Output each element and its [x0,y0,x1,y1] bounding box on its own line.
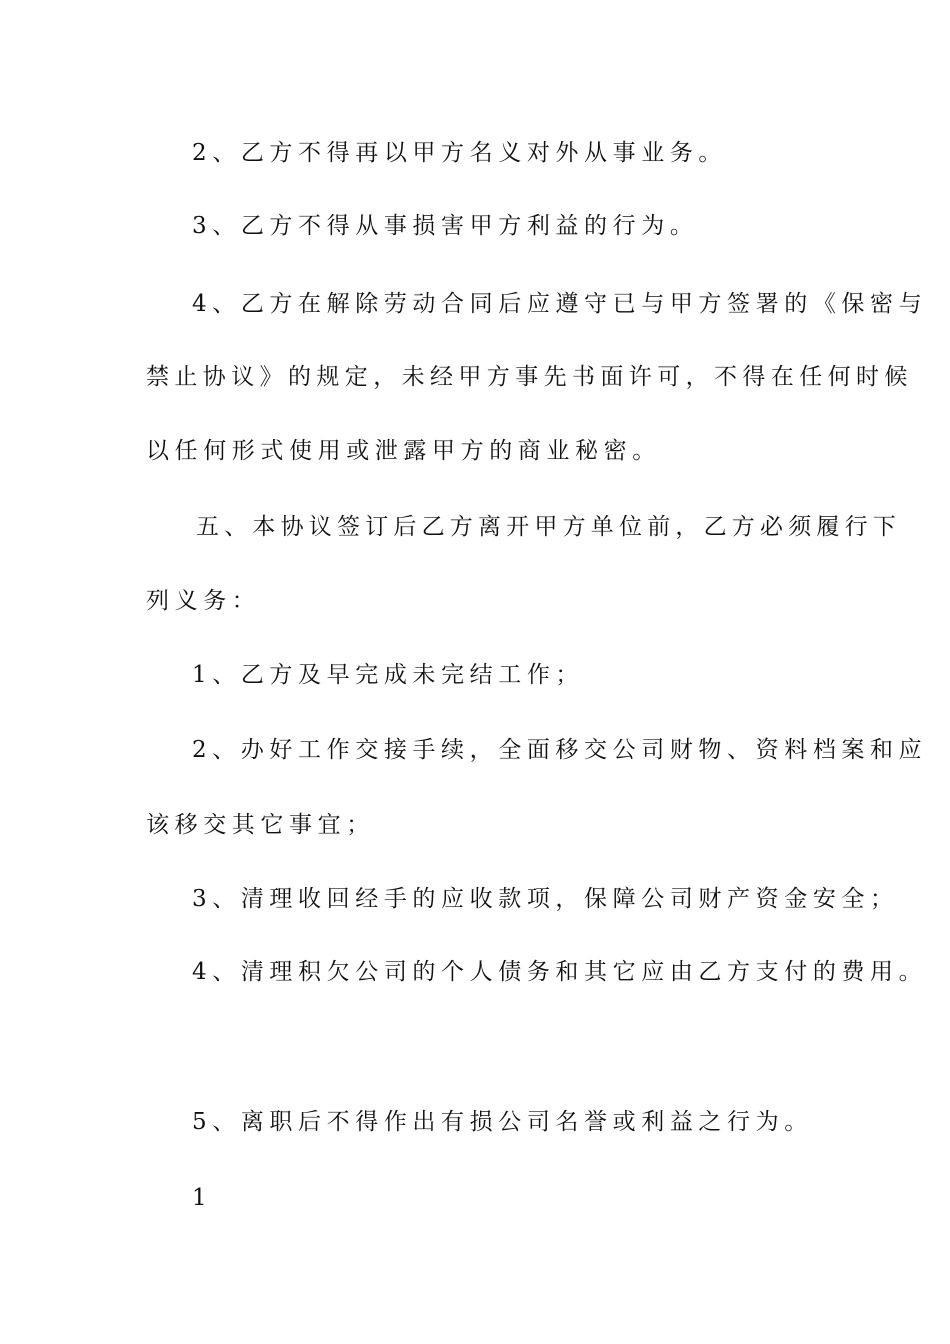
clause-line: 2、办好工作交接手续，全面移交公司财物、资料档案和应 [192,737,928,763]
clause-line: 3、清理收回经手的应收款项，保障公司财产资金安全； [192,886,899,912]
clause-line: 2、乙方不得再以甲方名义对外从事业务。 [192,140,728,166]
clause-line: 5、离职后不得作出有损公司名誉或利益之行为。 [192,1109,813,1135]
clause-line: 4、乙方在解除劳动合同后应遵守已与甲方签署的《保密与 [192,291,928,317]
clause-line: 禁止协议》的规定，未经甲方事先书面许可，不得在任何时候 [146,364,913,390]
clause-line: 该移交其它事宜； [146,812,375,838]
clause-line: 4、清理积欠公司的个人债务和其它应由乙方支付的费用。 [192,959,928,985]
section-heading-line: 列义务： [146,588,261,614]
clause-line: 3、乙方不得从事损害甲方利益的行为。 [192,213,699,239]
section-heading-line: 五、本协议签订后乙方离开甲方单位前，乙方必须履行下 [196,514,901,540]
page-number: 1 [192,1185,207,1211]
clause-line: 以任何形式使用或泄露甲方的商业秘密。 [146,438,661,464]
clause-line: 1、乙方及早完成未完结工作； [192,662,585,688]
